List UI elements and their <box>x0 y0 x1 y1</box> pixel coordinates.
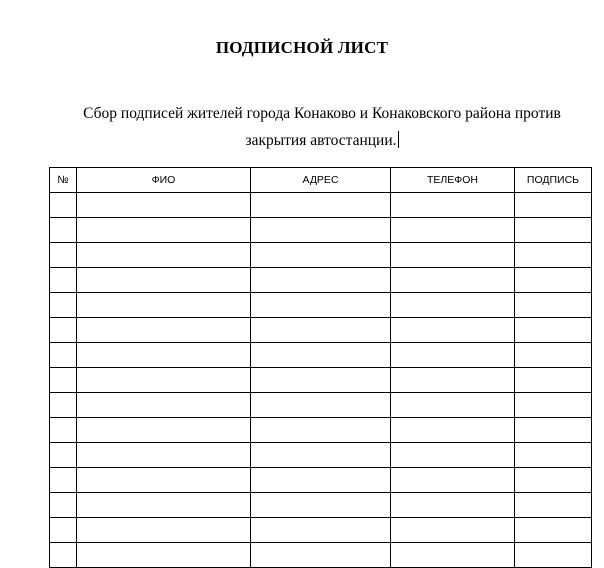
cell-number <box>50 268 77 293</box>
cell-phone <box>391 318 515 343</box>
cell-phone <box>391 443 515 468</box>
table-header-row <box>50 168 592 193</box>
cell-signature <box>515 243 592 268</box>
cell-fio <box>77 468 251 493</box>
table-row <box>50 268 592 293</box>
cell-signature <box>515 318 592 343</box>
page-title: ПОДПИСНОЙ ЛИСТ <box>215 38 389 57</box>
header-address: АДРЕС <box>251 168 391 193</box>
cell-signature <box>515 468 592 493</box>
cell-address <box>251 468 391 493</box>
cell-phone <box>391 368 515 393</box>
cell-number <box>50 318 77 343</box>
cell-address <box>251 393 391 418</box>
cell-phone <box>391 268 515 293</box>
cell-address <box>251 368 391 393</box>
cell-phone <box>391 518 515 543</box>
cell-address <box>251 218 391 243</box>
cell-fio <box>77 443 251 468</box>
subtitle-line-2-text: закрытия автостанции. <box>245 132 397 149</box>
table-row <box>50 543 592 568</box>
cell-fio <box>77 518 251 543</box>
header-signature: ПОДПИСЬ <box>515 168 592 193</box>
cell-fio <box>77 293 251 318</box>
cell-phone <box>391 218 515 243</box>
cell-fio <box>77 343 251 368</box>
cell-number <box>50 493 77 518</box>
cell-number <box>50 468 77 493</box>
cell-signature <box>515 218 592 243</box>
cell-address <box>251 418 391 443</box>
table-row <box>50 418 592 443</box>
cell-number <box>50 343 77 368</box>
cell-address <box>251 193 391 218</box>
cell-address <box>251 243 391 268</box>
cell-number <box>50 518 77 543</box>
cell-signature <box>515 443 592 468</box>
table-row <box>50 193 592 218</box>
cell-address <box>251 493 391 518</box>
cell-phone <box>391 468 515 493</box>
text-cursor <box>398 131 399 148</box>
table-row <box>50 443 592 468</box>
cell-fio <box>77 318 251 343</box>
cell-signature <box>515 493 592 518</box>
cell-number <box>50 218 77 243</box>
subtitle-line-1: Сбор подписей жителей города Конаково и Конаковского района против <box>83 105 561 122</box>
cell-signature <box>515 293 592 318</box>
table-row <box>50 243 592 268</box>
table-row <box>50 493 592 518</box>
cell-address <box>251 343 391 368</box>
cell-phone <box>391 543 515 568</box>
cell-fio <box>77 393 251 418</box>
table-row <box>50 518 592 543</box>
cell-phone <box>391 493 515 518</box>
cell-phone <box>391 293 515 318</box>
cell-address <box>251 543 391 568</box>
cell-phone <box>391 193 515 218</box>
cell-signature <box>515 543 592 568</box>
cell-number <box>50 368 77 393</box>
cell-number <box>50 418 77 443</box>
cell-address <box>251 293 391 318</box>
cell-signature <box>515 393 592 418</box>
cell-phone <box>391 243 515 268</box>
cell-signature <box>515 418 592 443</box>
table-row <box>50 293 592 318</box>
cell-phone <box>391 418 515 443</box>
cell-number <box>50 543 77 568</box>
cell-fio <box>77 218 251 243</box>
table-row <box>50 318 592 343</box>
cell-fio <box>77 193 251 218</box>
header-phone: ТЕЛЕФОН <box>391 168 515 193</box>
cell-signature <box>515 193 592 218</box>
header-fio: ФИО <box>77 168 251 193</box>
cell-phone <box>391 343 515 368</box>
table-body <box>50 193 592 568</box>
cell-number <box>50 243 77 268</box>
cell-address <box>251 268 391 293</box>
header-number: № <box>50 168 77 193</box>
cell-phone <box>391 393 515 418</box>
cell-signature <box>515 368 592 393</box>
cell-number <box>50 393 77 418</box>
cell-address <box>251 518 391 543</box>
cell-number <box>50 293 77 318</box>
signature-table <box>49 167 592 568</box>
cell-number <box>50 193 77 218</box>
subtitle-line-2 <box>40 127 604 154</box>
cell-number <box>50 443 77 468</box>
table-row <box>50 393 592 418</box>
table-row <box>50 368 592 393</box>
cell-fio <box>77 368 251 393</box>
table-row <box>50 468 592 493</box>
cell-fio <box>77 493 251 518</box>
cell-fio <box>77 268 251 293</box>
cell-signature <box>515 343 592 368</box>
table-row <box>50 343 592 368</box>
cell-address <box>251 318 391 343</box>
cell-signature <box>515 268 592 293</box>
cell-address <box>251 443 391 468</box>
cell-signature <box>515 518 592 543</box>
cell-fio <box>77 418 251 443</box>
cell-fio <box>77 543 251 568</box>
cell-fio <box>77 243 251 268</box>
table-row <box>50 218 592 243</box>
document-subtitle <box>40 100 604 154</box>
